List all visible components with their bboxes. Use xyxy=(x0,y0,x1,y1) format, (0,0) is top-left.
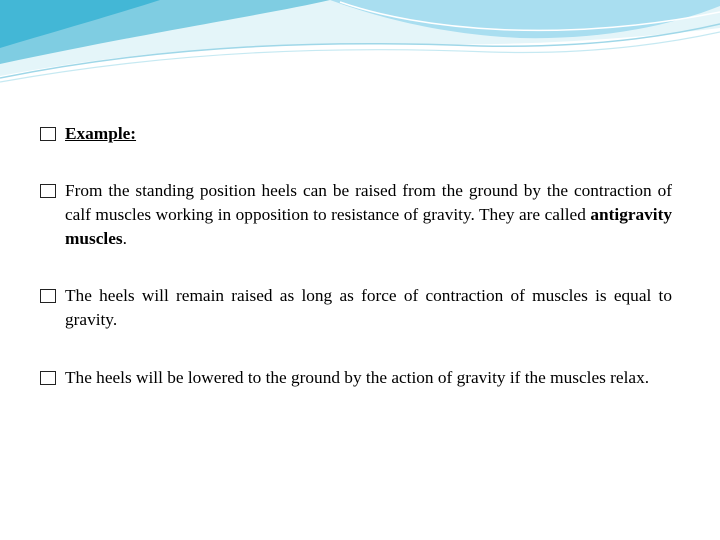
antigravity-term: antigravity muscles xyxy=(65,205,672,248)
slide-content xyxy=(40,122,672,390)
example-heading xyxy=(40,122,672,146)
paragraph-text: From the standing position heels can be raised from the ground by the contraction of calf muscles working in opposition to resistance of gravity. They are called xyxy=(65,181,672,224)
paragraph-antigravity xyxy=(40,179,672,251)
bullet-box-icon xyxy=(40,127,56,141)
paragraph-heels-raised xyxy=(40,284,672,332)
bullet-box-icon xyxy=(40,184,56,198)
paragraph-text-end: . xyxy=(122,229,127,248)
heading-text: Example: xyxy=(65,124,137,143)
paragraph-heels-lowered xyxy=(40,366,672,390)
header-wave-decoration xyxy=(0,0,720,90)
bullet-box-icon xyxy=(40,371,56,385)
paragraph-text: The heels will be lowered to the ground by the action of gravity if the muscles relax. xyxy=(65,368,650,387)
bullet-box-icon xyxy=(40,289,56,303)
paragraph-text: The heels will remain raised as long as force of contraction of muscles is equal to gravity. xyxy=(65,286,672,329)
